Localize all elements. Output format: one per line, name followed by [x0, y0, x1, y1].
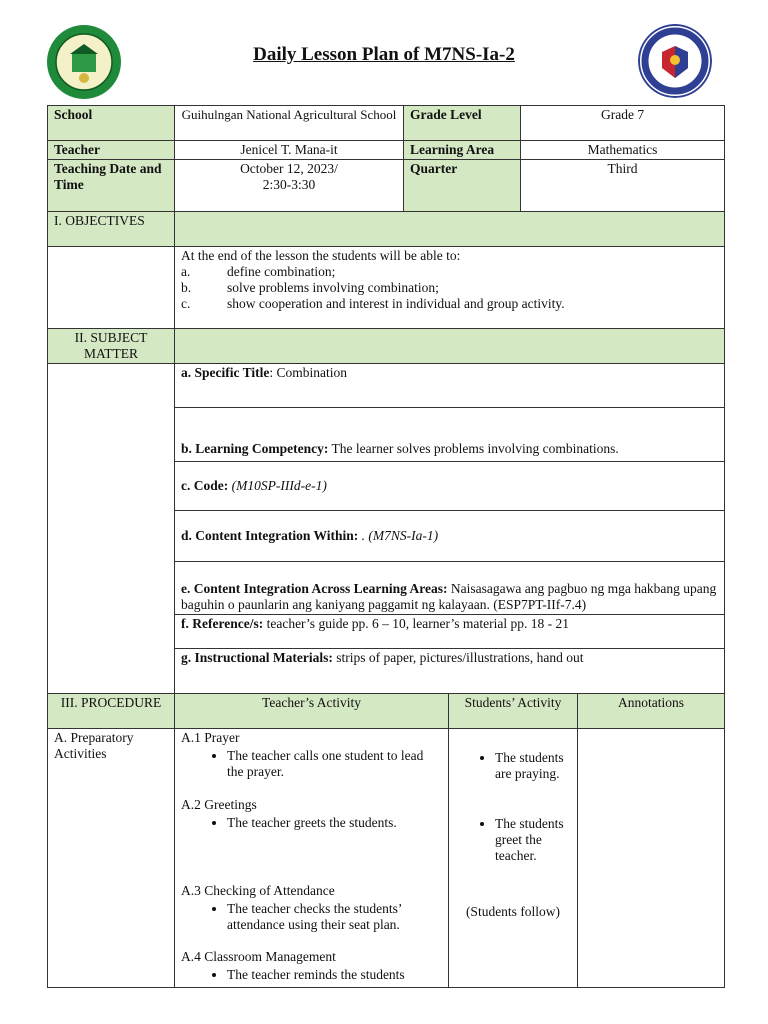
teaching-date-label: Teaching Date and Time	[48, 160, 175, 212]
greetings-heading: A.2 Greetings	[181, 797, 257, 812]
teaching-time-line: 2:30-3:30	[262, 177, 316, 192]
teaching-date-line: October 12, 2023/	[240, 161, 338, 176]
quarter-label: Quarter	[404, 160, 521, 212]
grade-level-value: Grade 7	[521, 106, 725, 141]
references-row: f. Reference/s: teacher’s guide pp. 6 – 10, learner’s material pp. 18 - 21	[175, 615, 725, 649]
objectives-blank-cell	[48, 247, 175, 329]
grade-level-label: Grade Level	[404, 106, 521, 141]
annotations-header: Annotations	[578, 694, 725, 729]
document-title: Daily Lesson Plan of M7NS-Ia-2	[253, 44, 515, 65]
subject-matter-blank-cell	[48, 364, 175, 694]
annotations-cell	[578, 729, 725, 988]
students-activity-header: Students’ Activity	[449, 694, 578, 729]
prayer-heading: A.1 Prayer	[181, 730, 240, 745]
subject-matter-heading: II. SUBJECT MATTER	[48, 329, 175, 364]
content-integration-within-row: d. Content Integration Within: . (M7NS-Ia-1)	[175, 511, 725, 562]
teacher-value: Jenicel T. Mana-it	[175, 141, 404, 160]
learning-competency-row: b. Learning Competency: The learner solves problems involving combinations.	[175, 408, 725, 462]
prayer-teacher-list	[181, 748, 442, 780]
greetings-student-list	[455, 816, 571, 864]
learning-area-label: Learning Area	[404, 141, 521, 160]
list-item: • The students are praying.	[495, 750, 571, 782]
list-item: • The students greet the teacher.	[495, 816, 571, 864]
list-item: • The teacher calls one student to lead the prayer.	[227, 748, 442, 780]
code-row: c. Code: (M10SP-IIId-e-1)	[175, 462, 725, 511]
content-integration-across-row: e. Content Integration Across Learning Areas: Naisasagawa ang pagbuo ng mga hakbang upang baguhin o paunlarin ang kaniyang paggamit ng kalayaan. (ESP7PT-IIf-7.4)	[175, 562, 725, 615]
list-item: • The teacher checks the students’ attendance using their seat plan.	[227, 901, 442, 933]
objectives-intro: At the end of the lesson the students will be able to:	[181, 248, 461, 263]
attendance-student-text: (Students follow)	[465, 904, 561, 919]
greetings-teacher-list	[181, 815, 442, 831]
quarter-value: Third	[521, 160, 725, 212]
list-item: • The teacher reminds the students	[227, 967, 442, 983]
deped-seal-logo	[638, 24, 712, 98]
school-label: School	[48, 106, 175, 141]
instructional-materials-row: g. Instructional Materials: strips of paper, pictures/illustrations, hand out	[175, 649, 725, 694]
objective-item: c. show cooperation and interest in individual and group activity.	[181, 296, 565, 311]
objectives-heading: I. OBJECTIVES	[48, 212, 175, 247]
objective-item: a. define combination;	[181, 264, 336, 279]
objectives-content	[175, 247, 725, 329]
classroom-management-teacher-list	[181, 967, 442, 983]
teaching-date-value	[175, 160, 404, 212]
objectives-heading-fill	[175, 212, 725, 247]
teacher-activity-cell	[175, 729, 449, 988]
teacher-label: Teacher	[48, 141, 175, 160]
learning-area-value: Mathematics	[521, 141, 725, 160]
teacher-activity-header: Teacher’s Activity	[175, 694, 449, 729]
students-activity-cell	[449, 729, 578, 988]
classroom-management-heading: A.4 Classroom Management	[181, 949, 336, 964]
attendance-teacher-list	[181, 901, 442, 933]
specific-title-row: a. Specific Title: Combination	[175, 364, 725, 408]
subject-matter-heading-fill	[175, 329, 725, 364]
preparatory-activities-label: A. Preparatory Activities	[48, 729, 175, 988]
list-item: • The teacher greets the students.	[227, 815, 442, 831]
objective-item: b. solve problems involving combination;	[181, 280, 439, 295]
school-value: Guihulngan National Agricultural School	[175, 106, 404, 141]
prayer-student-list	[455, 750, 571, 782]
attendance-heading: A.3 Checking of Attendance	[181, 883, 335, 898]
lesson-plan-table	[47, 105, 725, 988]
procedure-heading: III. PROCEDURE	[48, 694, 175, 729]
